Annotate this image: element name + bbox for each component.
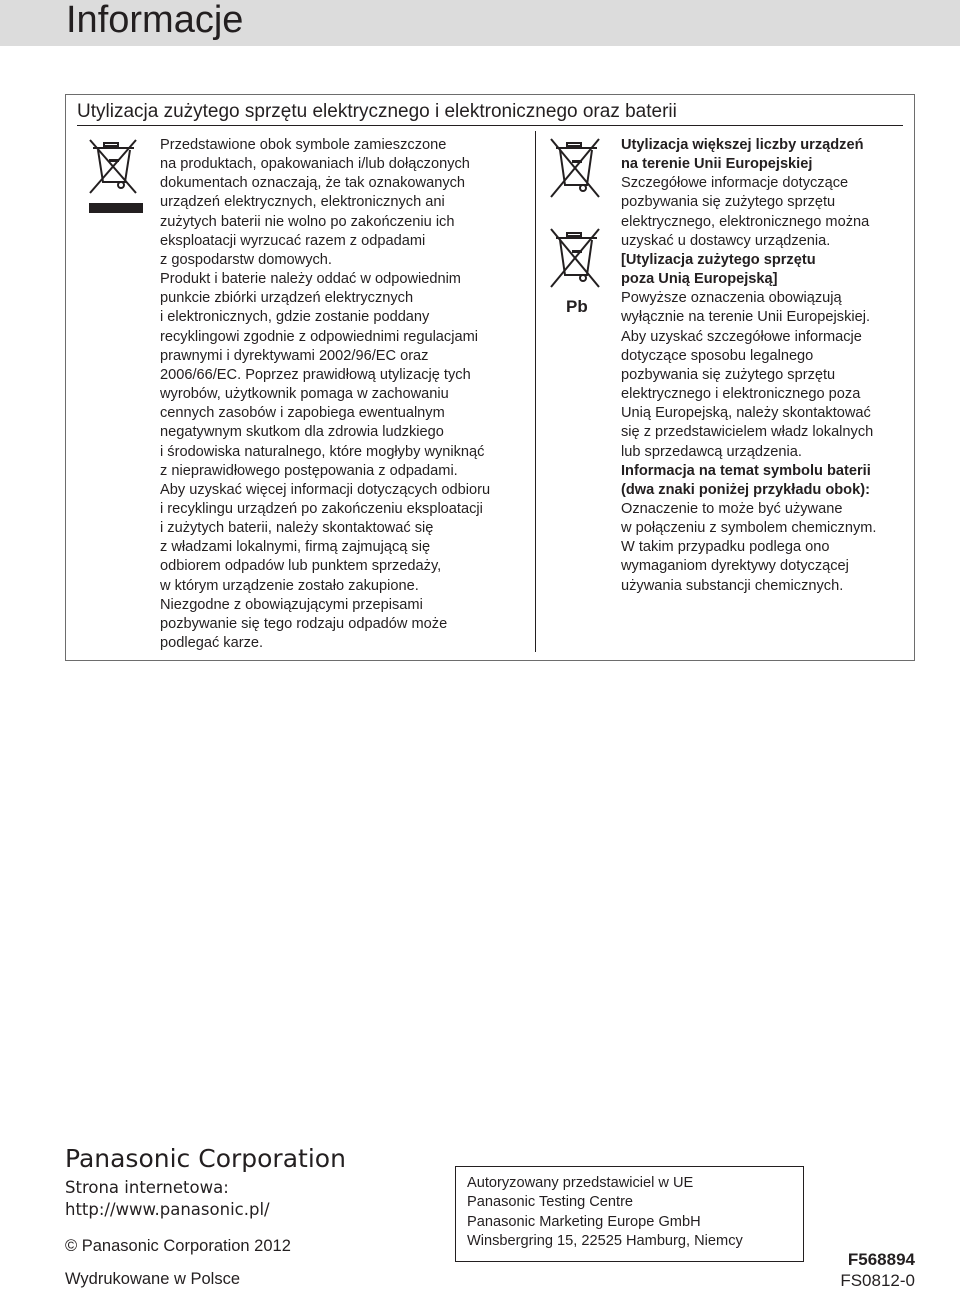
right-text-line: w połączeniu z symbolem chemicznym. — [621, 520, 877, 537]
crossed-out-bin-icon — [545, 135, 607, 201]
company-name: Panasonic Corporation — [65, 1144, 346, 1173]
left-text-line: cennych zasobów i zapobiega ewentualnym — [160, 405, 445, 422]
left-text-line: z władzami lokalnymi, firmą zajmującą się — [160, 539, 431, 556]
right-text-line: dotyczące sposobu legalnego — [621, 347, 814, 364]
section-heading: Utylizacja zużytego sprzętu elektrycznego i elektronicznego oraz baterii — [77, 101, 903, 126]
left-text-line: pozbywanie się tego rodzaju odpadów może — [160, 615, 448, 632]
right-text-line: Aby uzyskać szczegółowe informacje — [621, 328, 862, 345]
printed-in-text: Wydrukowane w Polsce — [65, 1270, 241, 1288]
website-label: Strona internetowa: — [65, 1178, 229, 1197]
left-text-line: Produkt i baterie należy oddać w odpowiednim — [160, 271, 461, 288]
left-text-line: urządzeń elektrycznych, elektronicznych ani — [160, 194, 445, 211]
right-text-line: wymaganiom dyrektywy dotyczącej — [621, 558, 849, 575]
right-text-line: się z przedstawicielem władz lokalnych — [621, 424, 874, 441]
right-text-line: Utylizacja większej liczby urządzeń — [621, 137, 864, 153]
right-text-line: pozbywania się zużytego sprzętu — [621, 194, 836, 211]
right-text-line: Informacja na temat symbolu baterii — [621, 462, 871, 479]
left-text-line: punkcie zbiórki urządzeń elektrycznych — [160, 290, 414, 307]
left-text-line: Niezgodne z obowiązującymi przepisami — [160, 596, 423, 613]
pb-chemical-symbol: Pb — [566, 297, 588, 316]
right-text-line: [Utylizacja zużytego sprzętu — [621, 251, 816, 268]
eu-representative-box — [455, 1166, 804, 1262]
right-text-line: W takim przypadku podlega ono — [621, 539, 830, 556]
left-text-line: negatywnym skutkom dla zdrowia ludzkiego — [160, 424, 444, 441]
left-text-line: i elektronicznych, gdzie zostanie poddany — [160, 309, 430, 326]
black-bar-icon — [86, 201, 148, 215]
left-text-line: zużytych baterii nie wolno po zakończeniu ich — [160, 213, 455, 230]
left-text-line: Przedstawione obok symbole zamieszczone — [160, 137, 447, 153]
left-text-line: odbiorem odpadów lub punktem sprzedaży, — [160, 558, 442, 575]
left-text-line: na produktach, opakowaniach i/lub dołączonych — [160, 156, 470, 173]
disposal-info-box — [65, 94, 915, 661]
right-text-line: elektrycznego, elektronicznego można — [621, 213, 870, 230]
left-text-line: i zużytych baterii, należy skontaktować się — [160, 520, 434, 537]
representative-line: Panasonic Marketing Europe GmbH — [467, 1213, 701, 1230]
right-text-line: na terenie Unii Europejskiej — [621, 156, 813, 173]
representative-line: Panasonic Testing Centre — [467, 1194, 634, 1211]
representative-line: Autoryzowany przedstawiciel w UE — [467, 1175, 694, 1191]
right-text-line: uzyskać u dostawcy urządzenia. — [621, 232, 831, 249]
right-text-line: Powyższe oznaczenia obowiązują — [621, 290, 842, 307]
left-text-line: Aby uzyskać więcej informacji dotyczących odbioru — [160, 481, 491, 498]
right-text-line: pozbywania się zużytego sprzętu — [621, 366, 836, 383]
left-text-line: recyklingowi zgodnie z odpowiednimi regulacjami — [160, 328, 478, 345]
left-text-line: z nieprawidłowego postępowania z odpadami. — [160, 462, 458, 479]
representative-line: Winsbergring 15, 22525 Hamburg, Niemcy — [467, 1232, 743, 1249]
right-text-line: Oznaczenie to może być używane — [621, 500, 843, 517]
left-text-line: prawnymi i dyrektywami 2002/96/EC oraz — [160, 347, 429, 364]
right-text-line: poza Unią Europejską] — [621, 271, 778, 288]
left-text-line: podlegać karze. — [160, 635, 264, 652]
left-text-line: z gospodarstw domowych. — [160, 251, 332, 268]
left-text-line: eksploatacji wyrzucać razem z odpadami — [160, 232, 426, 249]
right-text-line: wyłącznie na terenie Unii Europejskiej. — [621, 309, 871, 326]
left-text-line: i recyklingu urządzeń po zakończeniu eksploatacji — [160, 500, 483, 517]
document-code: F568894 — [847, 1250, 915, 1269]
left-text-line: w którym urządzenie zostało zakupione. — [160, 577, 419, 594]
left-text-line: i środowiska naturalnego, które mogłyby wyniknąć — [160, 443, 485, 460]
right-text-line: (dwa znaki poniżej przykładu obok): — [621, 481, 870, 498]
left-text-line: wyrobów, użytkownik pomaga w zachowaniu — [160, 386, 449, 403]
right-text-line: Unią Europejską, należy skontaktować — [621, 405, 871, 422]
left-text-line: 2006/66/EC. Poprzez prawidłową utylizację tych — [160, 366, 471, 383]
left-text-line: dokumentach oznaczają, że tak oznakowanych — [160, 175, 466, 192]
right-text-line: elektrycznego i elektronicznego poza — [621, 386, 861, 403]
crossed-out-wheelie-bin-icon — [84, 137, 146, 197]
page-title: Informacje — [0, 0, 960, 46]
column-divider — [535, 131, 536, 652]
left-column-text — [160, 136, 520, 653]
right-text-line: używania substancji chemicznych. — [621, 577, 844, 594]
document-subcode: FS0812-0 — [840, 1271, 915, 1290]
copyright-text: © Panasonic Corporation 2012 — [65, 1237, 291, 1255]
crossed-out-battery-bin-icon — [545, 225, 607, 291]
right-column-text — [621, 136, 911, 596]
website-link[interactable]: http://www.panasonic.pl/ — [65, 1200, 270, 1219]
right-text-line: lub sprzedawcą urządzenia. — [621, 443, 802, 460]
right-text-line: Szczegółowe informacje dotyczące — [621, 175, 849, 192]
